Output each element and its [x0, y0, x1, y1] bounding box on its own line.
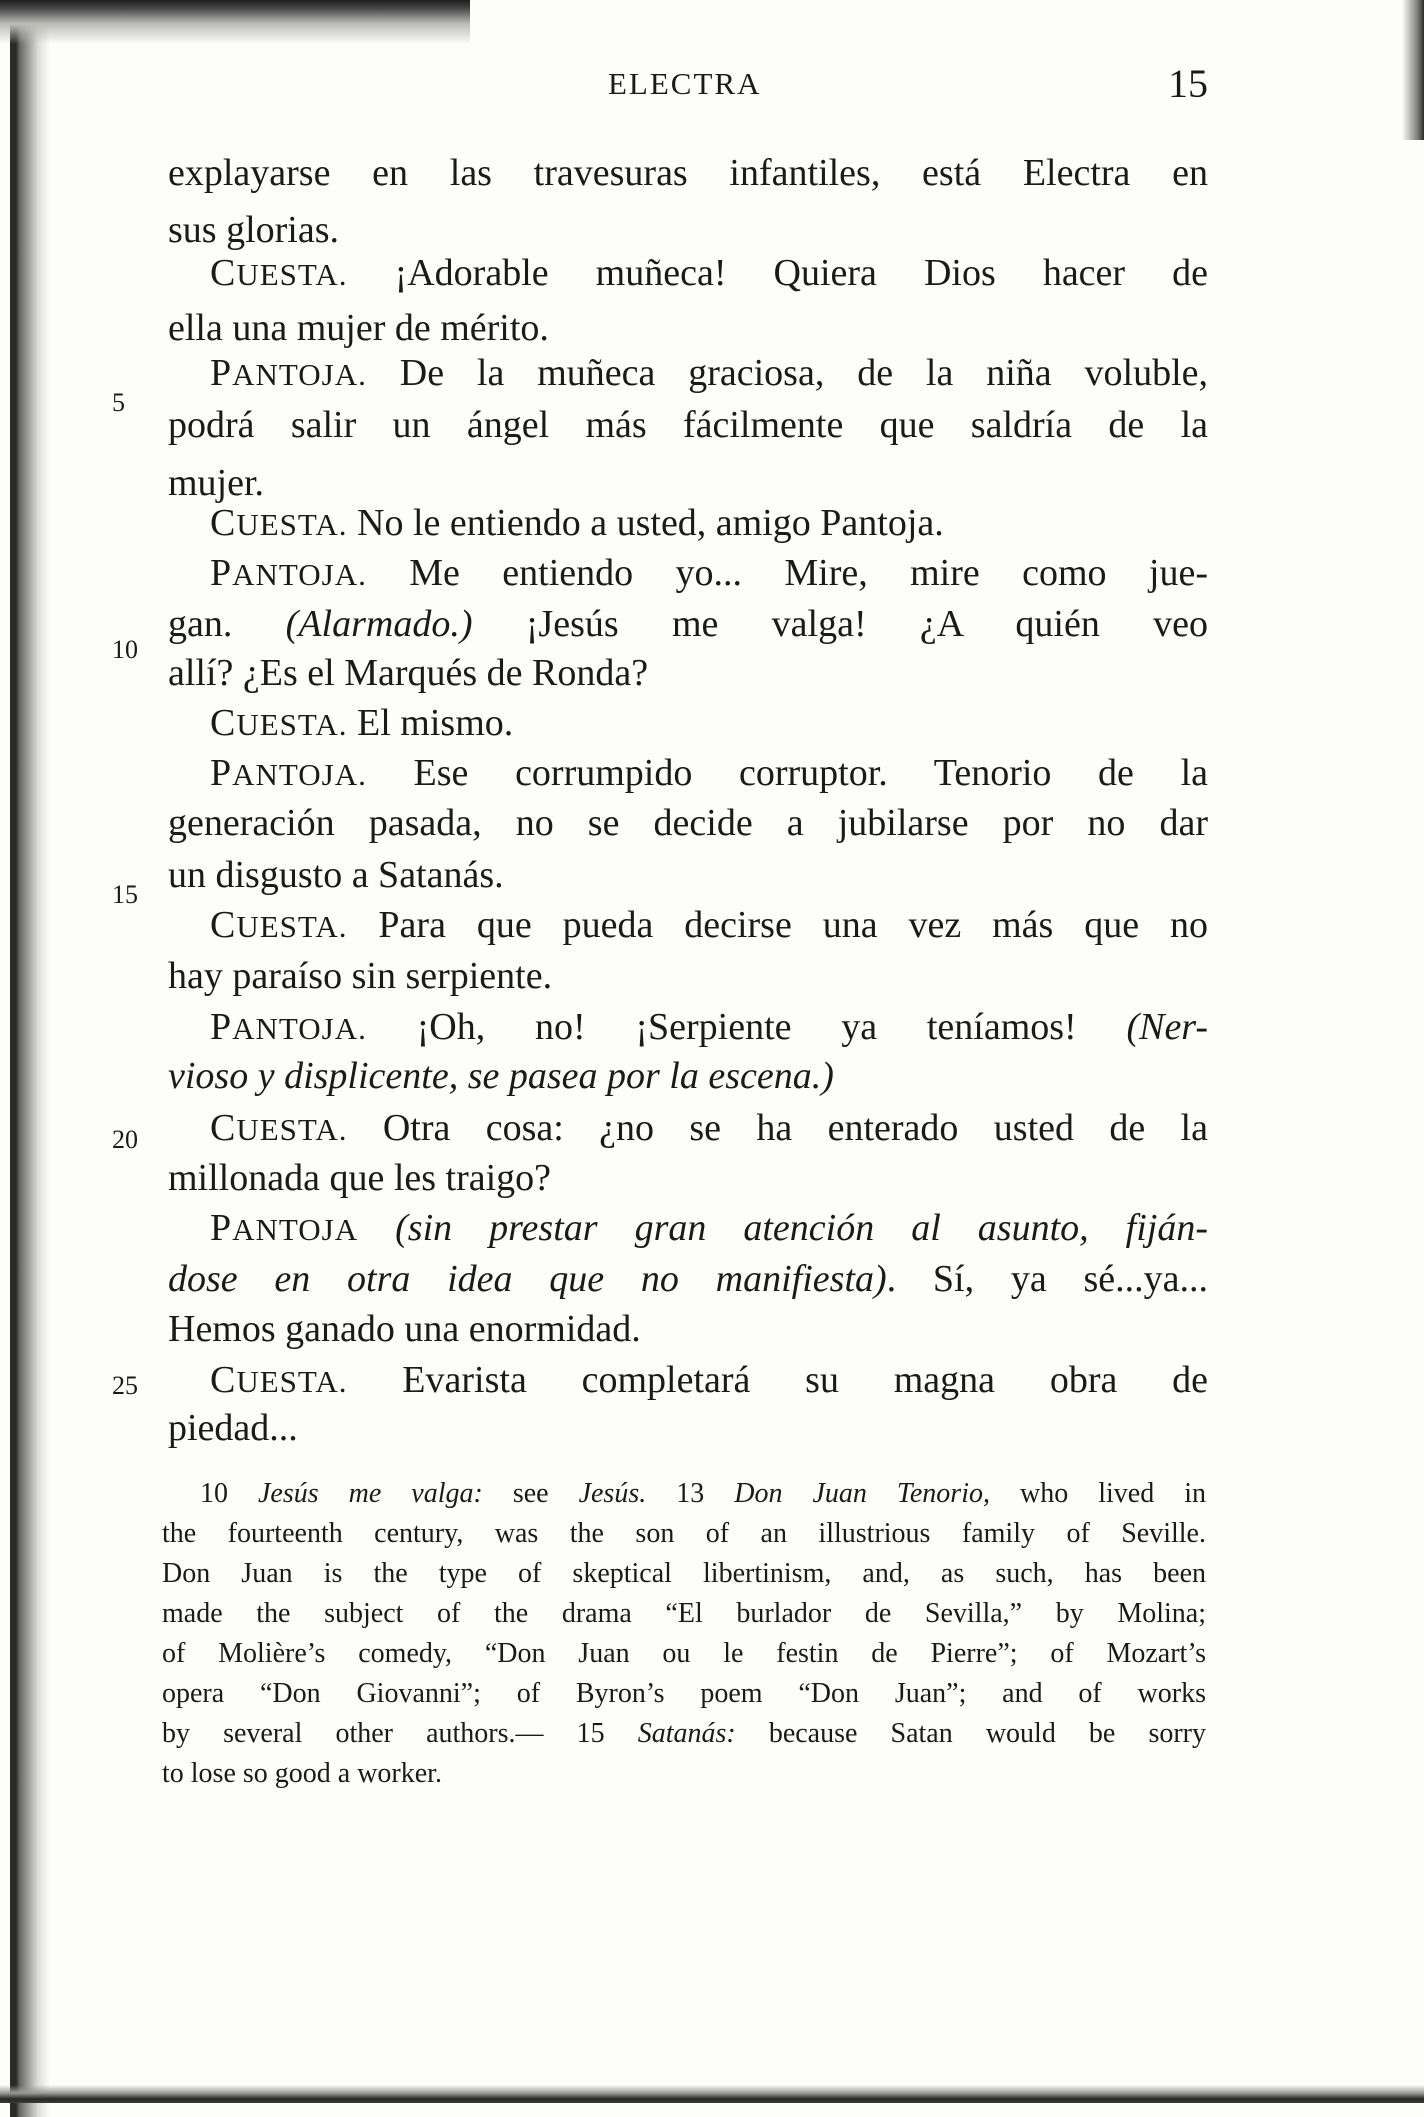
footnote-line: to lose so good a worker. — [162, 1758, 442, 1789]
speaker-name: PANTOJA — [210, 1207, 359, 1249]
dialogue: ¡Oh, no! ¡Serpiente ya teníamos! — [366, 1006, 1127, 1048]
text-line: hay paraíso sin serpiente. — [168, 955, 553, 997]
speaker-name: CUESTA. — [210, 252, 348, 294]
footnote-line: opera “Don Giovanni”; of Byron’s poem “Don Juan”; and of works — [162, 1678, 1206, 1709]
text-line — [210, 1205, 1208, 1253]
text-line — [210, 500, 1208, 548]
speaker-name: CUESTA. — [210, 502, 348, 544]
text-line — [210, 250, 1208, 298]
text-line: piedad... — [168, 1407, 298, 1449]
text-line — [210, 1004, 1208, 1052]
text-line — [210, 700, 1208, 748]
note-term: Don Juan Tenorio, — [734, 1478, 990, 1509]
text-line — [168, 1053, 1208, 1099]
note-ref: 13 — [646, 1478, 735, 1509]
dialogue: Otra cosa: ¿no se ha enterado usted de la — [347, 1107, 1208, 1149]
scan-edge-right — [1400, 0, 1424, 140]
speaker-name: PANTOJA. — [210, 1006, 367, 1048]
dialogue: No le entiendo a usted, amigo Pantoja. — [347, 502, 944, 544]
text-line: explayarse en las travesuras infantiles, está Electra en — [168, 152, 1208, 194]
stage-direction: (Ner- — [1126, 1006, 1208, 1048]
page-number: 15 — [1168, 61, 1208, 106]
footnote-line — [200, 1476, 1206, 1512]
text-line — [210, 1105, 1208, 1153]
speaker-name: CUESTA. — [210, 1359, 348, 1401]
text-line: mujer. — [168, 462, 265, 504]
stage-direction: (Alarmado.) — [285, 603, 473, 645]
text-line: Hemos ganado una enormidad. — [168, 1308, 641, 1350]
text-line — [210, 902, 1208, 950]
dialogue: El mismo. — [347, 702, 514, 744]
footnote-line: the fourteenth century, was the son of an illustrious family of Seville. — [162, 1518, 1206, 1549]
text-line — [168, 601, 1208, 647]
dialogue: Para que pueda decirse una vez más que no — [347, 904, 1208, 946]
dialogue: ¡Adorable muñeca! Quiera Dios hacer de — [347, 252, 1208, 294]
note-text: by several other authors.— 15 — [162, 1718, 638, 1749]
note-text: who lived in — [990, 1478, 1206, 1509]
line-number-25: 25 — [112, 1371, 138, 1400]
text-line: millonada que les traigo? — [168, 1157, 552, 1199]
text-line: allí? ¿Es el Marqués de Ronda? — [168, 652, 649, 694]
footnote-line: Don Juan is the type of skeptical libertinism, and, as such, has been — [162, 1558, 1206, 1589]
dialogue: Evarista completará su magna obra de — [347, 1359, 1208, 1401]
text-line: sus glorias. — [168, 209, 339, 251]
line-number-20: 20 — [112, 1125, 138, 1154]
scan-edge-top — [0, 0, 470, 44]
scan-edge-left — [10, 0, 50, 2117]
stage-direction: dose en otra idea que no manifiesta) — [168, 1258, 887, 1300]
speaker-name: PANTOJA. — [210, 352, 367, 394]
speaker-name: PANTOJA. — [210, 552, 367, 594]
text-line: podrá salir un ángel más fácilmente que saldría de la — [168, 404, 1208, 446]
text-line: generación pasada, no se decide a jubilarse por no dar — [168, 802, 1208, 844]
dialogue: gan. — [168, 603, 286, 645]
speaker-name: CUESTA. — [210, 904, 348, 946]
scan-edge-bottom — [0, 2085, 1424, 2103]
text-line — [168, 1256, 1208, 1302]
text-line: ella una mujer de mérito. — [168, 307, 549, 349]
footnote-line — [162, 1716, 1206, 1752]
note-text: because Satan would be sorry — [735, 1718, 1206, 1749]
text-line: un disgusto a Satanás. — [168, 854, 504, 896]
speaker-name: CUESTA. — [210, 702, 348, 744]
stage-direction: vioso y displicente, se pasea por la escena.) — [168, 1055, 834, 1097]
text-line — [210, 550, 1208, 598]
speaker-name: PANTOJA. — [210, 752, 367, 794]
dialogue: De la muñeca graciosa, de la niña voluble, — [366, 352, 1208, 394]
note-text: see — [482, 1478, 579, 1509]
line-number-15: 15 — [112, 880, 138, 909]
dialogue: ¡Jesús me valga! ¿A quién veo — [472, 603, 1208, 645]
note-term: Jesús. — [578, 1478, 647, 1509]
speaker-name: CUESTA. — [210, 1107, 348, 1149]
footnote-line: of Molière’s comedy, “Don Juan ou le festin de Pierre”; of Mozart’s — [162, 1638, 1206, 1669]
running-title: ELECTRA — [608, 66, 762, 101]
line-number-10: 10 — [112, 635, 138, 664]
dialogue: . Sí, ya sé...ya... — [886, 1258, 1209, 1300]
dialogue: Me entiendo yo... Mire, mire como jue- — [366, 552, 1208, 594]
note-ref: 10 — [200, 1478, 258, 1509]
text-line — [210, 1357, 1208, 1405]
dialogue: Ese corrumpido corruptor. Tenorio de la — [366, 752, 1208, 794]
text-line — [210, 350, 1208, 398]
line-number-5: 5 — [112, 388, 125, 417]
text-line — [210, 750, 1208, 798]
note-term: Jesús me valga: — [258, 1478, 483, 1509]
note-term: Satanás: — [637, 1718, 736, 1749]
footnote-line: made the subject of the drama “El burlador de Sevilla,” by Molina; — [162, 1598, 1206, 1629]
stage-direction: (sin prestar gran atención al asunto, fiján- — [358, 1207, 1208, 1249]
